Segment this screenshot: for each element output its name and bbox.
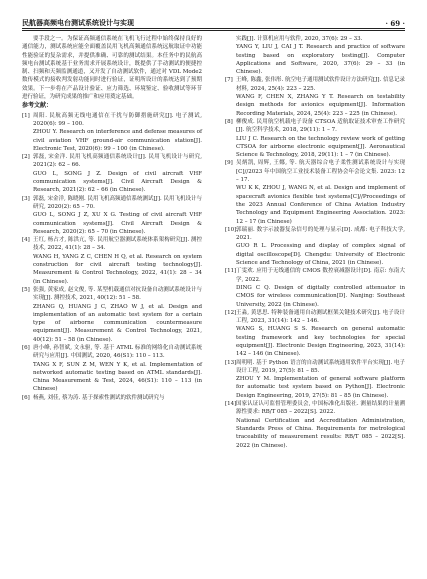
references-heading: 参考文献： — [22, 102, 53, 110]
reference-entry — [22, 170, 202, 195]
reference-entry — [225, 118, 405, 135]
reference-entry — [225, 135, 405, 160]
reference-text: LIU J C. Research on the technology review work of getting CTSOA for airborne electronic equipment[J]. Aeronautical Science & Technology, 2018, 29(11): 1 – 7 (in Chinese). — [236, 135, 405, 159]
reference-text: WANG H, YANG Z C, CHEN H Q, et al. Research on system construction for civil aircraft testing technology[J]. Measurement & Control Technology, 2022, 41(1): 28 – 34 (in Chinese). — [33, 253, 202, 285]
reference-entry — [22, 253, 202, 286]
reference-number: [14] — [225, 401, 237, 408]
reference-number — [225, 417, 236, 450]
reference-text: National Certification and Accreditation Administration, Standards Press of China. Requirements for metrological traceability of measurement results: RB/T 085 – 2022[S]. 2022 (in Chinese). — [236, 417, 405, 449]
reference-entry — [22, 286, 202, 303]
reference-entry — [22, 344, 202, 361]
reference-number — [225, 375, 236, 400]
reference-number — [225, 43, 236, 76]
reference-text: 实践[J]. 计算机应用与软件, 2020, 37(6): 29 – 33. — [236, 36, 363, 42]
reference-number: [5] — [22, 286, 30, 293]
reference-entry — [22, 211, 202, 236]
reference-text: 杨燕, 刘佳, 蔡为涛. 基于探索性测试的软件测试研究与 — [33, 394, 165, 401]
reference-number: [10] — [225, 226, 237, 233]
reference-text: 王淼, 黄思思. 特种装备通用自动测试框架关键技术研究[J]. 电子设计工程, 2023, 31(14): 142 – 146. — [236, 309, 405, 325]
reference-number — [22, 128, 33, 153]
reference-text: 郭瑞丽. 数字示波器复杂信号的处理与显示[D]. 成都: 电子科技大学, 2021. — [236, 226, 405, 242]
reference-entry — [225, 284, 405, 309]
reference-text: GUO L, SONG J Z. Design of civil aircraft VHF communication systems[J]. Civil Aircraft Design & Research, 2021(2): 62 – 66 (in Chinese). — [33, 170, 202, 194]
reference-number: [6] — [22, 344, 30, 351]
reference-entry — [225, 43, 405, 76]
reference-number: [6] — [22, 394, 30, 401]
reference-list-left — [22, 112, 202, 402]
reference-text: 吴炳凯, 周辉, 王娜, 等. 航天器综合电子柔性测试系统设计与实现[C]//2023 年中国航空工业技术装备工程协会年会论文集. 2023: 12 – 17. — [236, 160, 405, 184]
reference-number: [1] — [22, 112, 30, 119]
reference-entry — [225, 184, 405, 225]
reference-entry — [22, 195, 202, 212]
reference-text: 周阳. 民航高频无线电通信在干扰与防御措施研究[J]. 电子测试, 2020(6): 99 – 100. — [33, 112, 202, 127]
reference-number: [13] — [225, 359, 237, 366]
reference-text: WANG S, HUANG S S. Research on general automatic testing framework and key technologies for special equipment[J]. Electronic Design Engineering, 2023, 31(14): 142 – 146 (in Chinese). — [236, 326, 405, 358]
reference-text: 张强, 黄家成, 赵文俊, 等. 某型机载通信对抗设备自动测试系统设计与实现[J]. 测控技术, 2021, 40(12): 51 – 58. — [33, 286, 202, 302]
left-column — [22, 35, 202, 402]
reference-number — [225, 35, 236, 43]
reference-entry — [225, 309, 405, 326]
reference-text: YANG Y, LIU J, CAI J T. Research and practice of software testing based on exploratory testing[J]. Computer Applications and Software, 2020, 37(6): 29 – 33 (in Chinese). — [236, 44, 405, 76]
reference-text: WANG F, CHEN X, ZHANG Y T. Research on testability design methods for avionics equipment[J]. Information Recording Materials, 2024, 25(4): 223 – 225 (in Chinese). — [236, 94, 405, 117]
reference-text: 柳俊成. 民用航空机载电子设备 CTSOA 适航取证技术审查工作研究[J]. 航空科学技术, 2018, 29(11): 1 – 7. — [236, 118, 405, 134]
reference-entry — [225, 267, 405, 284]
page-number: · 69 · — [385, 19, 405, 28]
reference-entry — [22, 394, 202, 402]
reference-number: [4] — [22, 237, 30, 244]
reference-number — [225, 93, 236, 118]
reference-text: 国家认证认可监督管理委员会, 中国标准化出版社. 测量结果的计量溯源性要求: RB/T 085 – 2022[S]. 2022. — [236, 401, 405, 416]
reference-number — [225, 184, 236, 225]
reference-number: [12] — [225, 309, 237, 316]
reference-text: ZHOU Y. Research on interference and defense measures of civil aviation VHF ground-air communication station[J]. Electronic Test, 2020(6): 99 – 100 (in Chinese). — [33, 129, 202, 152]
reference-list-right — [225, 35, 405, 450]
reference-number: [3] — [22, 195, 30, 202]
reference-entry — [225, 159, 405, 184]
reference-entry — [22, 153, 202, 170]
reference-text: 郭磊, 宋金洋. 民用飞机高频通信系统设计[J]. 民用飞机设计与研究, 2021(2): 62 – 66. — [33, 154, 202, 169]
reference-number — [22, 211, 33, 236]
conclusion-paragraph: 要手段之一。为保证高频通信系统在飞机飞行过程中始终保持良好的通信能力，测试系统应能全面覆盖民用飞机高频通信系统远航取证中功能性能验证的复杂需求，并提供准确、可靠的测试结果。本任务中的民航高频电台测试系统基于业务需求开展系统设计，既提供了手动测试的便捷控制、扫频和天频监测通道，又开发了自动测试软件，通过对 VDL Mode2 数传模式的接收判发射功能同时进行验证，证明所设计的系统达到了预期效果。下一步将在产品设计验证、应力筛选、环境鉴定、验收测试等环节进行验证，为研究成果的推广和应用奠定基础。 — [22, 36, 202, 101]
reference-number: [11] — [225, 268, 237, 275]
reference-entry — [225, 400, 405, 417]
reference-entry — [225, 417, 405, 450]
reference-entry — [225, 325, 405, 358]
reference-entry — [22, 128, 202, 153]
reference-text: GUO L, SONG J Z, XU X G. Testing of civil aircraft VHF communication systems[J]. Civil Aircraft Design & Research, 2020(2): 65 – 70 (in Chinese). — [33, 212, 202, 235]
reference-entry — [225, 35, 405, 43]
reference-text: 周明明. 基于 Python 语言的自动测试系统通用软件平台实现[J]. 电子设计工程, 2019, 27(5): 81 – 85. — [236, 359, 405, 374]
reference-number: [9] — [225, 160, 233, 167]
reference-entry — [225, 93, 405, 118]
reference-text: ZHOU Y M. Implementation of general software platform for automatic test system based on Python[J]. Electronic Design Engineering, 2019, 27(5): 81 – 85 (in Chinese). — [236, 376, 405, 399]
reference-entry — [22, 236, 202, 253]
reference-number — [225, 284, 236, 309]
reference-entry — [22, 112, 202, 129]
reference-number — [225, 135, 236, 160]
running-header — [22, 14, 405, 28]
reference-text: 唐小峰, 孙智斌, 文永驱, 等. 基于 ATML 标准的网络化自动测试系统研究与应用[J]. 中国测试, 2020, 46(S1): 110 – 113. — [33, 344, 202, 360]
reference-number — [22, 303, 33, 344]
reference-text: GUO R L. Processing and display of complex signal of digital oscilloscope[D]. Chengdu: University of Electronic Science and Technology of China, 2021 (in Chinese). — [236, 243, 405, 267]
reference-text: WU K K, ZHOU J, WANG N, et al. Design and implement of spacecraft avionics flexible test systems[C]//Proceedings of the 2023 Annual Conference of China Aviation Industry Technology and Equipment Engineering Association. 2023: 12 – 17 (in Chinese) — [236, 185, 405, 225]
reference-entry — [225, 226, 405, 243]
reference-text: 丁雯欢. 应用于无线通信的 CMOS 数控衰减器设计[D]. 南京: 东南大学, 2022. — [236, 268, 405, 283]
reference-text: 王红, 杨占才, 陈洪亢, 等. 民用航空器测试系统体系架构研究[J]. 测控技术, 2022, 41(1): 28 – 34. — [33, 237, 202, 252]
reference-number — [22, 170, 33, 195]
reference-entry — [225, 242, 405, 267]
reference-text: DING C Q. Design of digitally controlled attenuator in CMOS for wireless communication[D]. Nanjing: Southeast University, 2022 (in Chinese). — [236, 284, 405, 308]
reference-text: 王峰, 陈鑫, 张伟彤. 航空电子通用测试软件设计方法研究[J]. 信息记录材料, 2024, 25(4): 223 – 225. — [236, 77, 405, 92]
journal-title: 民航器高频电台测试系统设计与实现 — [22, 18, 134, 27]
reference-entry — [22, 361, 202, 394]
reference-entry — [225, 359, 405, 376]
reference-number: [2] — [22, 154, 30, 161]
reference-entry — [225, 375, 405, 400]
reference-number: [8] — [225, 118, 233, 125]
reference-text: TANG X F, SUN Z M, WEN Y K, et al. Implementation of networked automatic testing based on ATML standards[J]. China Measurement & Test, 2024, 46(S1): 110 – 113 (in Chinese) — [33, 361, 202, 393]
reference-number — [225, 242, 236, 267]
reference-number — [225, 325, 236, 358]
header-divider-thin — [22, 30, 405, 31]
reference-number — [22, 253, 33, 286]
right-column — [225, 35, 405, 450]
reference-entry — [22, 303, 202, 344]
reference-text: 郭磊, 宋金洋, 陈晓刚. 民用飞机高频通信系统测试[J]. 民用飞机设计与研究, 2020(2): 65 – 70. — [33, 195, 202, 210]
reference-number: [7] — [225, 77, 233, 84]
reference-entry — [225, 76, 405, 93]
reference-number — [22, 361, 33, 394]
reference-text: ZHANG Q, HUANG J C, ZHAO W J, et al. Design and implementation of an automatic test system for a certain type of airborne communication countermeasure equipment[J]. Measurement & Control Technology, 2021, 40(12): 51 – 58 (in Chinese). — [33, 303, 202, 343]
